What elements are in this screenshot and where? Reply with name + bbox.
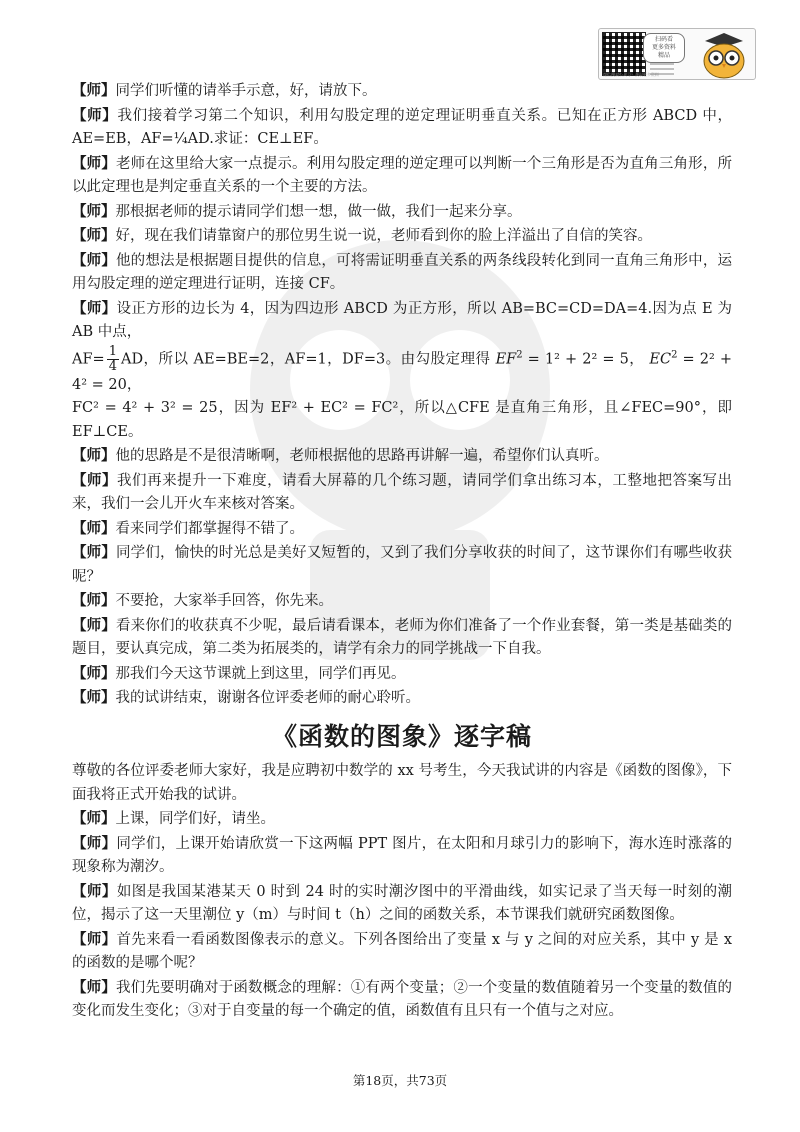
teacher-label: 【师】 (72, 447, 116, 464)
speech-bubble: 扫码看 更多资料 精品 (643, 33, 685, 63)
teacher-label: 【师】 (72, 154, 117, 172)
teacher-paragraph (72, 686, 732, 711)
teacher-label: 【师】 (72, 882, 117, 900)
paragraph-text: 上课，同学们好，请坐。 (115, 811, 275, 827)
teacher-paragraph (72, 469, 732, 517)
teacher-paragraph (72, 517, 732, 542)
teacher-paragraph (72, 928, 732, 976)
teacher-label: 【师】 (72, 592, 116, 609)
teacher-paragraph (72, 249, 732, 297)
teacher-paragraph (72, 79, 732, 104)
teacher-label: 【师】 (72, 299, 117, 317)
section-previous-lesson-cont (72, 444, 732, 711)
paragraph-text: 同学们听懂的请举手示意，好，请放下。 (115, 83, 377, 99)
equation-ec-rhs: = 2² + 4² = 20， (72, 351, 733, 393)
header-qr-badge[interactable] (598, 28, 756, 80)
teacher-label: 【师】 (72, 82, 116, 99)
qr-code[interactable] (602, 32, 646, 76)
teacher-label: 【师】 (72, 810, 116, 827)
paragraph-text: 看来同学们都掌握得不错了。 (115, 520, 304, 537)
teacher-paragraph (72, 104, 732, 152)
teacher-label: 【师】 (72, 106, 118, 124)
teacher-label: 【师】 (72, 227, 116, 244)
teacher-paragraph (72, 832, 732, 880)
teacher-label: 【师】 (72, 616, 117, 634)
paragraph-text: 不要抢，大家举手回答，你先来。 (115, 593, 333, 609)
intro-paragraph: 尊敬的各位评委老师大家好，我是应聘初中数学的 xx 号考生，今天我试讲的内容是《函数的图像》，下面我将正式开始我的试讲。 (72, 763, 732, 803)
proof-paragraph (72, 297, 732, 445)
document-body (72, 79, 732, 1024)
paragraph-text: 他的想法是根据题目提供的信息，可将需证明垂直关系的两条线段转化到同一直角三角形中，运用勾股定理的逆定理进行证明，连接 CF。 (72, 252, 733, 292)
teacher-label: 【师】 (72, 471, 118, 489)
paragraph-text: 看来你们的收获真不少呢，最后请看课本，老师为你们准备了一个作业套餐，第一类是基础类的题目，要认真完成，第二类为拓展类的，请学有余力的同学挑战一下自我。 (72, 617, 733, 657)
paragraph-text: 我们接着学习第二个知识，利用勾股定理的逆定理证明垂直关系。已知在正方形 ABCD 中，AE=EB，AF=¼AD.求证：CE⊥EF。 (72, 107, 732, 147)
fraction-numerator: 1 (108, 343, 117, 359)
teacher-label: 【师】 (72, 930, 117, 948)
paragraph-text: 那我们今天这节课就上到这里，同学们再见。 (115, 665, 406, 682)
teacher-paragraph (72, 662, 732, 687)
teacher-paragraph (72, 880, 732, 928)
proof-line-3: FC² = 4² + 3² = 25，因为 EF² + EC² = FC²，所以△CFE 是直角三角形，且∠FEC=90°，即 EF⊥CE。 (72, 400, 732, 440)
paragraph-text: 首先来看一看函数图像表示的意义。下列各图给出了变量 x 与 y 之间的对应关系，其中 y 是 x 的函数的是哪个呢？ (72, 931, 733, 971)
teacher-label: 【师】 (72, 519, 116, 537)
fraction-denominator: 4 (108, 358, 117, 374)
paragraph-text: 好，现在我们请靠窗户的那位男生说一说，老师看到你的脸上洋溢出了自信的笑容。 (115, 228, 652, 244)
owl-mascot-icon (697, 31, 751, 79)
paragraph-text: 同学们，愉快的时光总是美好又短暂的，又到了我们分享收获的时间了，这节课你们有哪些收获呢？ (72, 545, 733, 585)
teacher-paragraph (72, 152, 732, 200)
af-suffix: AD，所以 AE=BE=2，AF=1，DF=3。由勾股定理得 (120, 351, 496, 367)
superscript-2: 2 (671, 349, 678, 361)
teacher-paragraph (72, 976, 732, 1024)
section-function-graph (72, 807, 732, 1024)
badge-subtext: 微信搜索公众号 · 获取更多资料 (603, 72, 659, 77)
teacher-label: 【师】 (72, 202, 116, 220)
teacher-paragraph (72, 807, 732, 832)
teacher-label: 【师】 (72, 664, 116, 682)
paragraph-text: 他的思路是不是很清晰啊，老师根据他的思路再讲解一遍，希望你们认真听。 (115, 448, 609, 464)
lesson-title: 《函数的图象》逐字稿 (271, 721, 532, 751)
fraction-one-quarter (107, 345, 119, 374)
teacher-label: 【师】 (72, 251, 117, 269)
teacher-paragraph (72, 614, 732, 662)
teacher-paragraph (72, 589, 732, 614)
paragraph-text: 老师在这里给大家一点提示。利用勾股定理的逆定理可以判断一个三角形是否为直角三角形，所以此定理也是判定垂直关系的一个主要的方法。 (72, 155, 733, 195)
equation-ef-rhs: = 1² + 2² = 5， (522, 351, 645, 367)
proof-line-1: 设正方形的边长为 4，因为四边形 ABCD 为正方形，所以 AB=BC=CD=DA=4.因为点 E 为 AB 中点， (72, 300, 732, 340)
af-prefix: AF= (72, 351, 105, 367)
paragraph-text: 我的试讲结束，谢谢各位评委老师的耐心聆听。 (115, 690, 420, 706)
equation-ec-lhs: EC (649, 351, 672, 367)
teacher-label: 【师】 (72, 544, 117, 561)
equation-ef-lhs: EF (495, 351, 517, 367)
paragraph-text: 那根据老师的提示请同学们想一想，做一做，我们一起来分享。 (115, 203, 522, 220)
paragraph-text: 如图是我国某港某天 0 时到 24 时的实时潮汐图中的平滑曲线，如实记录了当天每一时刻的潮位，揭示了这一天里潮位 y（m）与时间 t（h）之间的函数关系，本节课我们就研究函数图像。 (72, 883, 733, 923)
teacher-paragraph (72, 541, 732, 589)
paragraph-text: 同学们，上课开始请欣赏一下这两幅 PPT 图片，在太阳和月球引力的影响下，海水连时涨落的现象称为潮汐。 (72, 835, 733, 875)
page-number: 第18页，共73页 (352, 1073, 448, 1088)
teacher-paragraph (72, 224, 732, 249)
superscript-2: 2 (516, 349, 523, 361)
teacher-label: 【师】 (72, 689, 116, 706)
teacher-paragraph (72, 444, 732, 469)
teacher-label: 【师】 (72, 834, 117, 852)
section-previous-lesson (72, 79, 732, 297)
paragraph-text: 我们先要明确对于函数概念的理解：①有两个变量；②一个变量的数值随着另一个变量的数值的变化而发生变化；③对于自变量的每一个确定的值，函数值有且只有一个值与之对应。 (72, 979, 733, 1019)
teacher-paragraph (72, 200, 732, 225)
teacher-label: 【师】 (72, 978, 117, 996)
paragraph-text: 我们再来提升一下难度，请看大屏幕的几个练习题，请同学们拿出练习本，工整地把答案写出来，我们一会儿开火车来核对答案。 (72, 472, 733, 512)
